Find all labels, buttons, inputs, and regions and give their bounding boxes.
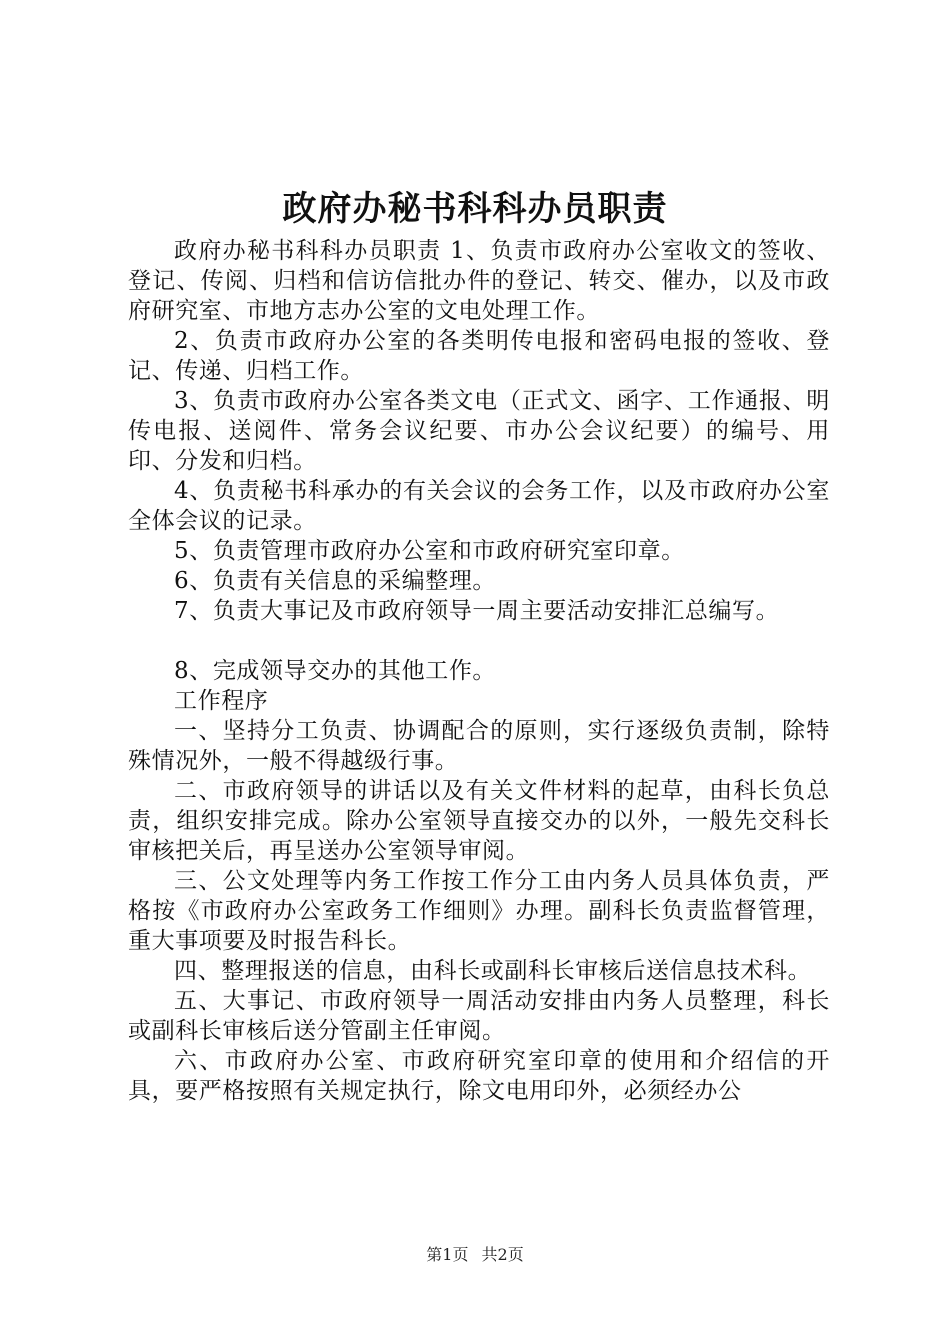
paragraph: 8、完成领导交办的其他工作。 <box>174 658 497 684</box>
page-total: 共2页 <box>481 1245 524 1264</box>
document-body <box>128 236 830 1106</box>
paragraph: 六、市政府办公室、市政府研究室印章的使用和介绍信的开具，要严格按照有关规定执行，除文电用印外，必须经办公 <box>128 1048 830 1104</box>
paragraph: 四、整理报送的信息，由科长或副科长审核后送信息技术科。 <box>174 958 812 984</box>
document-title: 政府办秘书科科办员职责 <box>282 189 668 229</box>
paragraph: 6、负责有关信息的采编整理。 <box>174 568 497 594</box>
paragraph: 五、大事记、市政府领导一周活动安排由内务人员整理，科长或副科长审核后送分管副主任审阅。 <box>128 988 830 1044</box>
page-number: 第1页 <box>426 1245 469 1264</box>
paragraph: 4、负责秘书科承办的有关会议的会务工作，以及市政府办公室全体会议的记录。 <box>128 478 830 534</box>
page-footer <box>0 1244 950 1266</box>
paragraph: 二、市政府领导的讲话以及有关文件材料的起草，由科长负总责，组织安排完成。除办公室领导直接交办的以外，一般先交科长审核把关后，再呈送办公室领导审阅。 <box>128 778 830 864</box>
paragraph: 5、负责管理市政府办公室和市政府研究室印章。 <box>174 538 685 564</box>
paragraph: 政府办秘书科科办员职责 1、负责市政府办公室收文的签收、登记、传阅、归档和信访信批办件的登记、转交、催办，以及市政府研究室、市地方志办公室的文电处理工作。 <box>128 238 830 324</box>
paragraph: 一、坚持分工负责、协调配合的原则，实行逐级负责制，除特殊情况外，一般不得越级行事。 <box>128 718 830 774</box>
paragraph: 2、负责市政府办公室的各类明传电报和密码电报的签收、登记、传递、归档工作。 <box>128 328 830 384</box>
paragraph: 三、公文处理等内务工作按工作分工由内务人员具体负责，严格按《市政府办公室政务工作细则》办理。副科长负责监督管理，重大事项要及时报告科长。 <box>128 868 830 954</box>
blank-line <box>128 626 830 656</box>
section-heading: 工作程序 <box>174 688 269 714</box>
paragraph: 7、负责大事记及市政府领导一周主要活动安排汇总编写。 <box>174 598 780 624</box>
paragraph: 3、负责市政府办公室各类文电（正式文、函字、工作通报、明传电报、送阅件、常务会议纪要、市办公会议纪要）的编号、用印、分发和归档。 <box>128 388 830 474</box>
